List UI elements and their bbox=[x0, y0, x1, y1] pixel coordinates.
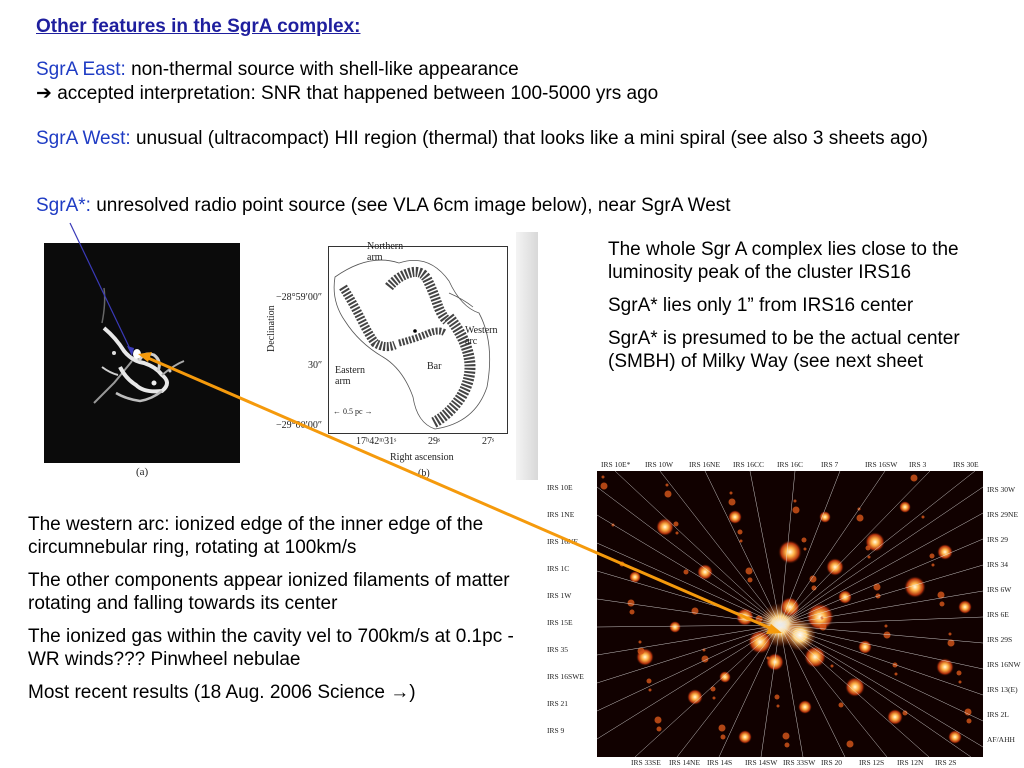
sgra-east-label: SgrA East: bbox=[36, 59, 126, 80]
ir-right-label: IRS 34 bbox=[987, 560, 1009, 569]
ir-right-label: IRS 13(E) bbox=[987, 685, 1018, 694]
right-note-1: The whole Sgr A complex lies close to the luminosity peak of the cluster IRS16 bbox=[608, 239, 959, 283]
sgra-star-to-irs16-arrow bbox=[148, 358, 770, 628]
orange-arrowhead-right-icon bbox=[766, 624, 782, 634]
ir-bottom-label: IRS 33SE bbox=[631, 758, 661, 767]
sgra-west-text: unusual (ultracompact) HII region (thermal) that looks like a mini spiral (see also 3 sheets ago) bbox=[135, 128, 928, 149]
map-xlabel: Right ascension bbox=[390, 452, 454, 463]
ir-right-label: IRS 30W bbox=[987, 485, 1016, 494]
ir-top-label: IRS 10E* bbox=[601, 460, 631, 469]
ir-right-label: AF/AHH bbox=[987, 735, 1015, 744]
page-heading: Other features in the SgrA complex: bbox=[36, 16, 361, 37]
ir-top-label: IRS 16NE bbox=[689, 460, 721, 469]
left-note-1: The western arc: ionized edge of the inner edge of the circumnebular ring, rotating at 100km/s bbox=[28, 514, 484, 558]
ra-tick-1: 17ʰ42ᵐ31ˢ bbox=[356, 436, 397, 447]
ir-bottom-label: IRS 12N bbox=[897, 758, 924, 767]
ra-tick-2: 29ˢ bbox=[428, 436, 441, 447]
dec-tick-1: −28°59′00″ bbox=[276, 292, 322, 303]
left-note-2: The other components appear ionized filaments of matter rotating and falling towards its center bbox=[28, 570, 510, 614]
dec-tick-3: −29°00′00″ bbox=[276, 420, 322, 431]
ir-top-label: IRS 16CC bbox=[733, 460, 765, 469]
northern-arm-label: Northern arm bbox=[367, 241, 404, 263]
ir-bottom-label: IRS 14NE bbox=[669, 758, 701, 767]
ir-right-label: IRS 2L bbox=[987, 710, 1009, 719]
right-arrow-icon: ➔ bbox=[36, 83, 52, 104]
ir-bottom-label: IRS 14SW bbox=[745, 758, 778, 767]
ir-bottom-label: IRS 12S bbox=[859, 758, 885, 767]
ir-left-label: IRS 16NE bbox=[547, 537, 579, 546]
bar-label: Bar bbox=[427, 361, 442, 372]
ir-left-label: IRS 1C bbox=[547, 564, 570, 573]
scale-bar-label: ← 0.5 pc → bbox=[333, 407, 373, 416]
eastern-arm-label: Eastern arm bbox=[335, 365, 365, 387]
pointer-arrowhead-icon bbox=[127, 346, 134, 356]
ir-top-label: IRS 16SW bbox=[865, 460, 898, 469]
ir-right-label: IRS 6W bbox=[987, 585, 1012, 594]
ir-left-label: IRS 21 bbox=[547, 699, 569, 708]
left-note-3: The ionized gas within the cavity vel to 700km/s at 0.1pc - WR winds??? Pinwheel nebulae bbox=[28, 626, 514, 670]
radio-image-caption: (a) bbox=[136, 466, 149, 478]
sgra-west-label: SgrA West: bbox=[36, 128, 131, 149]
ir-bottom-label: IRS 20 bbox=[821, 758, 843, 767]
sgra-star-text: unresolved radio point source (see VLA 6cm image below), near SgrA West bbox=[96, 195, 731, 216]
ir-bottom-label: IRS 14S bbox=[707, 758, 733, 767]
right-note-2: SgrA* lies only 1” from IRS16 center bbox=[608, 295, 914, 316]
ir-bottom-label: IRS 2S bbox=[935, 758, 957, 767]
dec-tick-2: 30″ bbox=[308, 360, 323, 371]
ir-bottom-label: IRS 33SW bbox=[783, 758, 816, 767]
ir-left-label: IRS 35 bbox=[547, 645, 569, 654]
map-caption: (b) bbox=[418, 468, 430, 479]
ir-right-label: IRS 29 bbox=[987, 535, 1009, 544]
western-arc-label: Western arc bbox=[465, 325, 498, 347]
ir-top-label: IRS 10W bbox=[645, 460, 674, 469]
ir-left-label: IRS 15E bbox=[547, 618, 573, 627]
right-note-3: SgrA* is presumed to be the actual center (SMBH) of Milky Way (see next sheet bbox=[608, 328, 960, 372]
sgra-star-pointer bbox=[70, 223, 132, 353]
ir-left-label: IRS 16SWE bbox=[547, 672, 584, 681]
sgra-star-label: SgrA*: bbox=[36, 195, 91, 216]
sgra-east-interpretation: accepted interpretation: SNR that happened between 100-5000 yrs ago bbox=[57, 83, 659, 104]
ir-right-label: IRS 6E bbox=[987, 610, 1009, 619]
ra-tick-3: 27ˢ bbox=[482, 436, 495, 447]
ir-top-label: IRS 7 bbox=[821, 460, 839, 469]
ir-top-label: IRS 3 bbox=[909, 460, 927, 469]
ir-top-label: IRS 30E bbox=[953, 460, 979, 469]
ir-left-label: IRS 10E bbox=[547, 483, 573, 492]
sgra-east-text: non-thermal source with shell-like appearance bbox=[131, 59, 519, 80]
orange-arrowhead-left-icon bbox=[138, 352, 152, 362]
ir-top-label: IRS 16C bbox=[777, 460, 804, 469]
map-ylabel: Declination bbox=[266, 305, 277, 352]
ir-right-label: IRS 29S bbox=[987, 635, 1013, 644]
left-note-4: Most recent results (18 Aug. 2006 Science →) bbox=[28, 682, 416, 703]
ir-right-label: IRS 16NW bbox=[987, 660, 1021, 669]
ir-right-label: IRS 29NE bbox=[987, 510, 1019, 519]
ir-left-label: IRS 1W bbox=[547, 591, 572, 600]
ir-left-label: IRS 9 bbox=[547, 726, 565, 735]
ir-left-label: IRS 1NE bbox=[547, 510, 575, 519]
